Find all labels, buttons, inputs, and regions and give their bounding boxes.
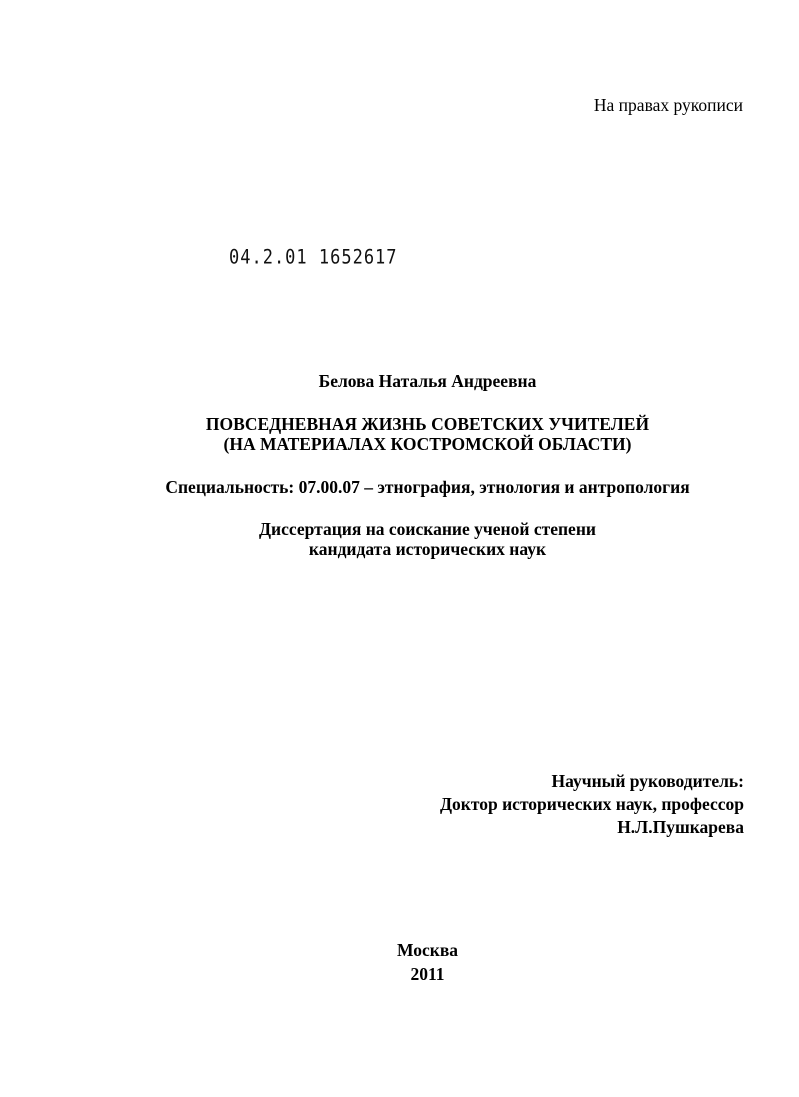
degree-line-2: кандидата исторических наук xyxy=(308,539,547,559)
year: 2011 xyxy=(410,964,445,984)
dissertation-title xyxy=(0,414,799,454)
supervisor-credentials: Доктор исторических наук, профессор xyxy=(440,794,744,814)
supervisor-name: Н.Л.Пушкарева xyxy=(617,817,744,837)
specialty-value: 07.00.07 – этнография, этнология и антропология xyxy=(298,477,690,497)
author-name: Белова Наталья Андреевна xyxy=(318,371,537,391)
city: Москва xyxy=(396,940,459,960)
catalog-number-stamp: 04.2.01 1652617 xyxy=(229,246,398,269)
degree-line-1: Диссертация на соискание ученой степени xyxy=(259,519,596,539)
place-and-year xyxy=(0,938,799,986)
title-line-1: ПОВСЕДНЕВНАЯ ЖИЗНЬ СОВЕТСКИХ УЧИТЕЛЕЙ xyxy=(205,414,650,434)
manuscript-rights-note: На правах рукописи xyxy=(593,95,743,115)
specialty-label: Специальность: xyxy=(165,477,295,497)
degree-statement xyxy=(0,519,799,559)
supervisor-heading: Научный руководитель: xyxy=(551,771,744,791)
specialty xyxy=(0,477,799,498)
title-line-2: (НА МАТЕРИАЛАХ КОСТРОМСКОЙ ОБЛАСТИ) xyxy=(223,434,632,454)
scientific-supervisor xyxy=(440,770,744,839)
